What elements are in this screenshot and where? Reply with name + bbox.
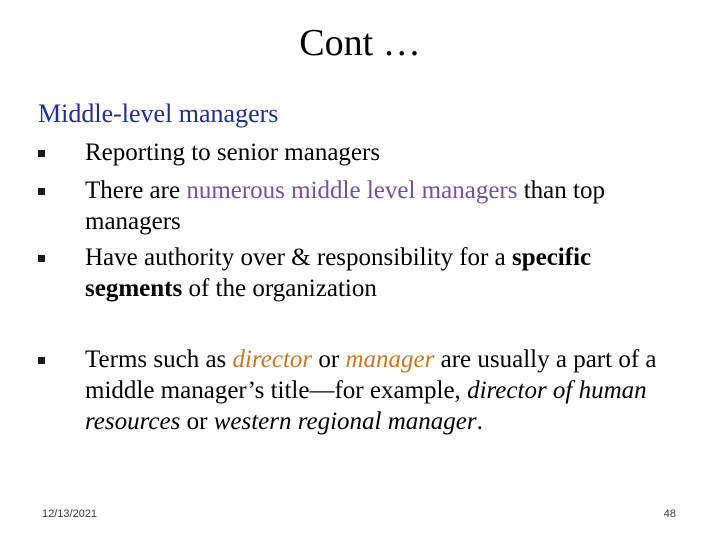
- highlight-text: numerous middle level managers: [186, 177, 518, 204]
- bold-text: specific segments: [85, 244, 592, 302]
- bullet-item-reporting: [38, 137, 678, 168]
- example-western-regional: western regional manager: [213, 408, 477, 435]
- page-number: 48: [663, 508, 676, 520]
- bullet-item-authority: [38, 242, 678, 304]
- footer-date: 12/13/2021: [42, 508, 98, 520]
- square-bullet-icon: [38, 188, 45, 195]
- bullet-text: Reporting to senior managers: [85, 139, 381, 166]
- bullet-text: Have authority over & responsibility for a specific segments of the organization: [85, 244, 592, 302]
- square-bullet-icon: [38, 150, 45, 157]
- slide-title: Cont …: [299, 22, 421, 64]
- term-director: director: [232, 346, 313, 373]
- bullet-item-terms: [38, 344, 678, 437]
- square-bullet-icon: [38, 255, 45, 262]
- example-director-hr: director of human resources: [85, 377, 647, 435]
- bullet-text: There are numerous middle level managers than top managers: [85, 177, 605, 235]
- square-bullet-icon: [38, 357, 45, 364]
- section-heading: Middle-level managers: [38, 99, 279, 128]
- bullet-text: Terms such as director or manager are usually a part of a middle manager’s title—for example, director of human resources or western regional manager.: [85, 346, 657, 435]
- term-manager: manager: [345, 346, 435, 373]
- bullet-item-numerous: [38, 175, 678, 237]
